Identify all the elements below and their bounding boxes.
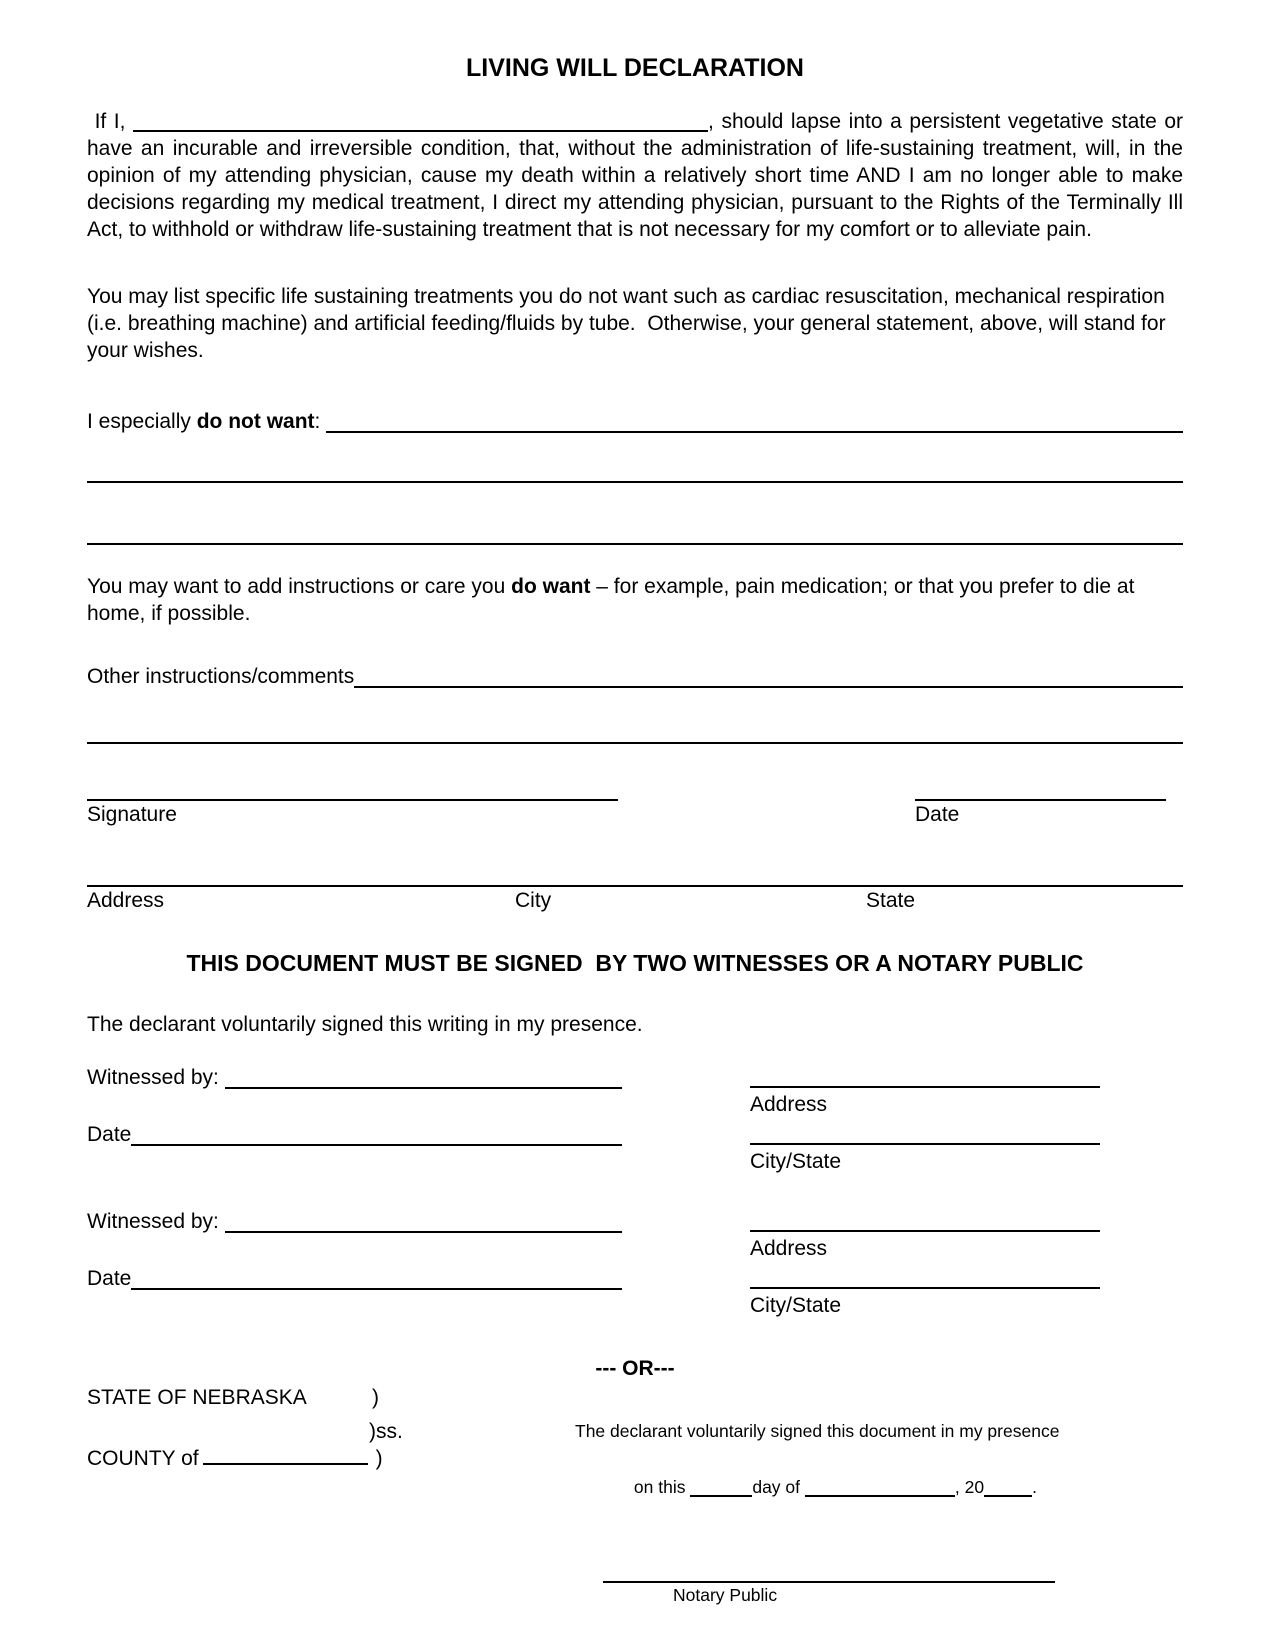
signature-labels-row <box>87 801 1183 828</box>
witness-1-left-spacer <box>87 1091 622 1118</box>
or-divider: --- OR--- <box>595 1357 675 1380</box>
state-label: State <box>866 889 916 912</box>
state-of-nebraska-row <box>87 1384 557 1411</box>
year-prefix: , 20 <box>954 1477 985 1497</box>
witness-2-date-row <box>87 1265 622 1292</box>
witness-requirement-heading: THIS DOCUMENT MUST BE SIGNED BY TWO WITNESSES OR A NOTARY PUBLIC <box>186 950 1084 976</box>
date-label: Date <box>87 1267 132 1290</box>
witness-2-address-label: Address <box>750 1237 828 1260</box>
date-label: Date <box>915 803 960 826</box>
witness-1-city-state-label: City/State <box>750 1150 842 1173</box>
witness-2-left-spacer <box>87 1235 622 1262</box>
other-instructions-blank-2[interactable] <box>87 717 1183 744</box>
intro-paragraph <box>87 108 1189 243</box>
witness-2-left-spacer-2 <box>87 1292 622 1319</box>
do-not-want-row <box>87 408 1183 435</box>
presence-statement: The declarant voluntarily signed this writing in my presence. <box>87 1013 643 1036</box>
notary-statement-line-1: The declarant voluntarily signed this document in my presence <box>575 1421 1060 1441</box>
witness-block-2 <box>87 1208 1183 1319</box>
ss-row <box>87 1418 557 1445</box>
witness-1-signed-row <box>87 1064 622 1091</box>
address-city-state-blank[interactable] <box>87 860 1183 887</box>
do-want-label: do want <box>511 575 591 598</box>
do-want-prefix: You may want to add instructions or care you <box>87 575 512 598</box>
date-blank[interactable] <box>915 774 1166 801</box>
venue-block <box>87 1384 557 1472</box>
witness-1-address-blank[interactable] <box>750 1064 1100 1088</box>
witness-2-signature-blank[interactable] <box>225 1211 622 1233</box>
state-of-nebraska-label: STATE OF NEBRASKA <box>87 1386 307 1409</box>
county-of-label: COUNTY of <box>87 1447 199 1470</box>
county-row <box>87 1445 557 1472</box>
notary-public-label: Notary Public <box>673 1585 778 1605</box>
witness-1-address-label: Address <box>750 1093 828 1116</box>
witness-1-date-blank[interactable] <box>131 1124 622 1146</box>
do-want-paragraph <box>87 573 1183 627</box>
county-paren: ) <box>375 1447 383 1470</box>
ss-label: )ss. <box>369 1420 403 1443</box>
day-number-blank[interactable] <box>690 1483 752 1497</box>
do-not-want-blank-3[interactable] <box>87 518 1183 545</box>
witness-1-city-state-blank[interactable] <box>750 1121 1100 1145</box>
witness-block-1 <box>87 1064 1183 1175</box>
treatments-note-paragraph: You may list specific life sustaining treatments you do not want such as cardiac resuscitation, mechanical respiration (i.e. breathing machine) and artificial feeding/fluids by tube. Otherwise, your general statement, above, will stand for your wishes. <box>87 285 1172 362</box>
address-label: Address <box>87 889 165 912</box>
other-instructions-label: Other instructions/comments <box>87 665 355 688</box>
witness-1-date-row <box>87 1121 622 1148</box>
day-of-label: day of <box>752 1477 805 1497</box>
notary-section <box>87 1384 1183 1607</box>
address-labels-row <box>87 887 1183 914</box>
signature-blank[interactable] <box>87 774 618 801</box>
do-not-want-blank-2[interactable] <box>87 456 1183 483</box>
intro-prefix: If I, <box>87 110 134 133</box>
witness-2-signed-row <box>87 1208 622 1235</box>
page-title: LIVING WILL DECLARATION <box>466 54 804 82</box>
county-name-blank[interactable] <box>203 1451 368 1465</box>
on-this-label: on this <box>633 1477 691 1497</box>
intro-suffix: , should lapse into a persistent vegetative state or have an incurable and irreversible condition, that, without the administration of life-sustaining treatment, will, in the opinion of my attending physician, cause my death within a relatively short time AND I am no longer able to make decisions regarding my medical treatment, I direct my attending physician, pursuant to the Rights of the Terminally Ill Act, to withhold or withdraw life-sustaining treatment that is not necessary for my comfort or to alleviate pain. <box>87 110 1189 241</box>
especially-colon: : <box>314 410 327 433</box>
witnessed-by-label: Witnessed by: <box>87 1066 225 1089</box>
city-label: City <box>515 889 552 912</box>
year-blank[interactable] <box>984 1483 1032 1497</box>
do-want-suffix: – for example, pain medication; or that you prefer to die at home, if possible. <box>87 575 1141 625</box>
date-label: Date <box>87 1123 132 1146</box>
month-blank[interactable] <box>805 1483 955 1497</box>
witness-1-left-spacer-2 <box>87 1148 622 1175</box>
other-instructions-row <box>87 663 1183 690</box>
especially-prefix: I especially <box>87 410 197 433</box>
witness-2-date-blank[interactable] <box>131 1268 622 1290</box>
signature-label: Signature <box>87 803 177 826</box>
witnessed-by-label: Witnessed by: <box>87 1210 225 1233</box>
notary-statement-block <box>557 1417 1183 1607</box>
signature-date-row <box>87 774 1183 801</box>
notary-statement-line-2 <box>575 1445 1183 1529</box>
witness-2-city-state-blank[interactable] <box>750 1265 1100 1289</box>
declarant-name-blank[interactable] <box>133 118 708 132</box>
witness-2-address-blank[interactable] <box>750 1208 1100 1232</box>
witness-1-signature-blank[interactable] <box>225 1067 622 1089</box>
do-not-want-label: do not want <box>196 410 315 433</box>
state-paren: ) <box>372 1386 379 1409</box>
witness-2-city-state-label: City/State <box>750 1294 842 1317</box>
other-instructions-blank-1[interactable] <box>354 666 1183 688</box>
sentence-period: . <box>1032 1477 1037 1497</box>
signature-row-spacer <box>618 774 915 801</box>
do-not-want-blank-1[interactable] <box>326 411 1183 433</box>
